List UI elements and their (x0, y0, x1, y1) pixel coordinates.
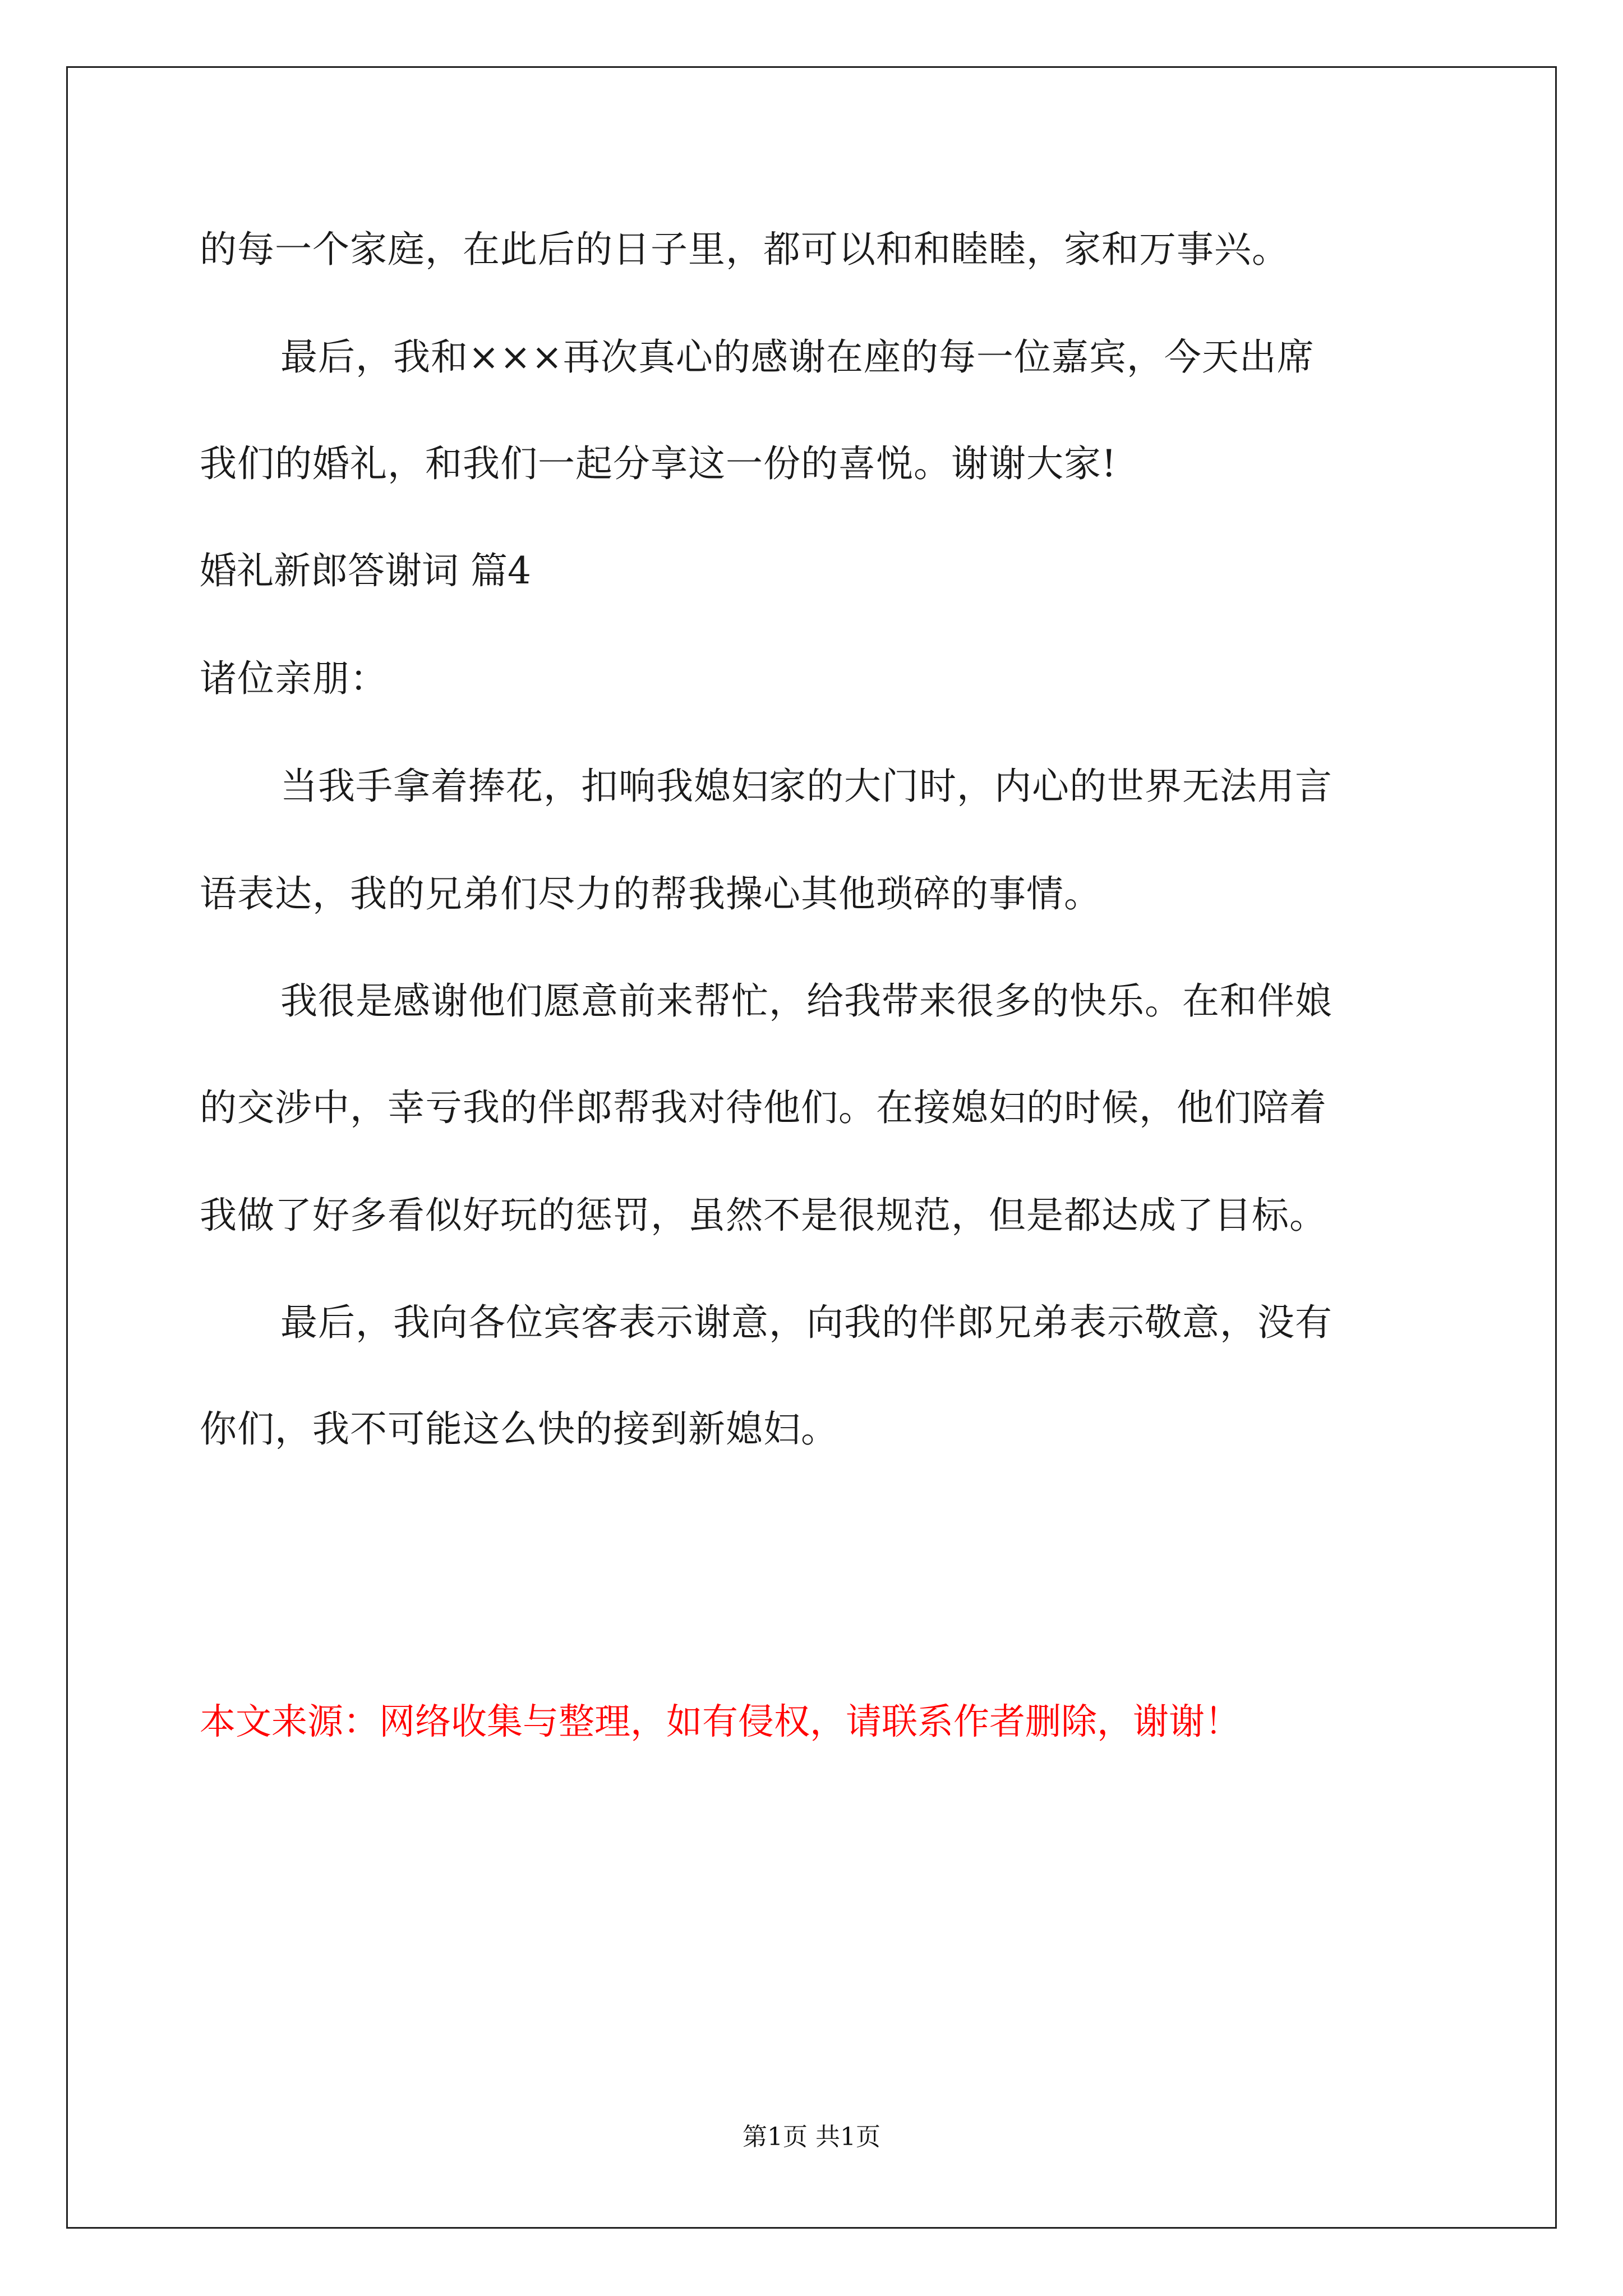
body-line-8: 我很是感谢他们愿意前来帮忙，给我带来很多的快乐。在和伴娘 (280, 979, 1332, 1023)
body-line-12: 你们，我不可能这么快的接到新媳妇。 (200, 1407, 838, 1451)
section-heading: 婚礼新郎答谢词 篇4 (200, 549, 531, 592)
body-line-2: 最后，我和×××再次真心的感谢在座的每一位嘉宾，今天出席 (280, 335, 1315, 379)
source-note: 本文来源：网络收集与整理，如有侵权，请联系作者删除，谢谢！ (200, 1701, 1241, 1743)
body-line-1: 的每一个家庭，在此后的日子里，都可以和和睦睦，家和万事兴。 (200, 228, 1289, 271)
body-line-11: 最后，我向各位宾客表示谢意，向我的伴郎兄弟表示敬意，没有 (280, 1301, 1332, 1344)
body-line-10: 我做了好多看似好玩的惩罚，虽然不是很规范，但是都达成了目标。 (200, 1194, 1327, 1237)
body-line-9: 的交涉中，幸亏我的伴郎帮我对待他们。在接媳妇的时候，他们陪着 (200, 1086, 1327, 1129)
body-line-7: 语表达，我的兄弟们尽力的帮我操心其他琐碎的事情。 (200, 872, 1101, 915)
body-line-6: 当我手拿着捧花，扣响我媳妇家的大门时，内心的世界无法用言 (280, 765, 1332, 808)
page-frame (66, 66, 1557, 2229)
salutation: 诸位亲朋： (200, 657, 388, 700)
page-footer: 第1页 共1页 (743, 2123, 880, 2151)
body-line-3: 我们的婚礼，和我们一起分享这一份的喜悦。谢谢大家! (200, 442, 1117, 485)
